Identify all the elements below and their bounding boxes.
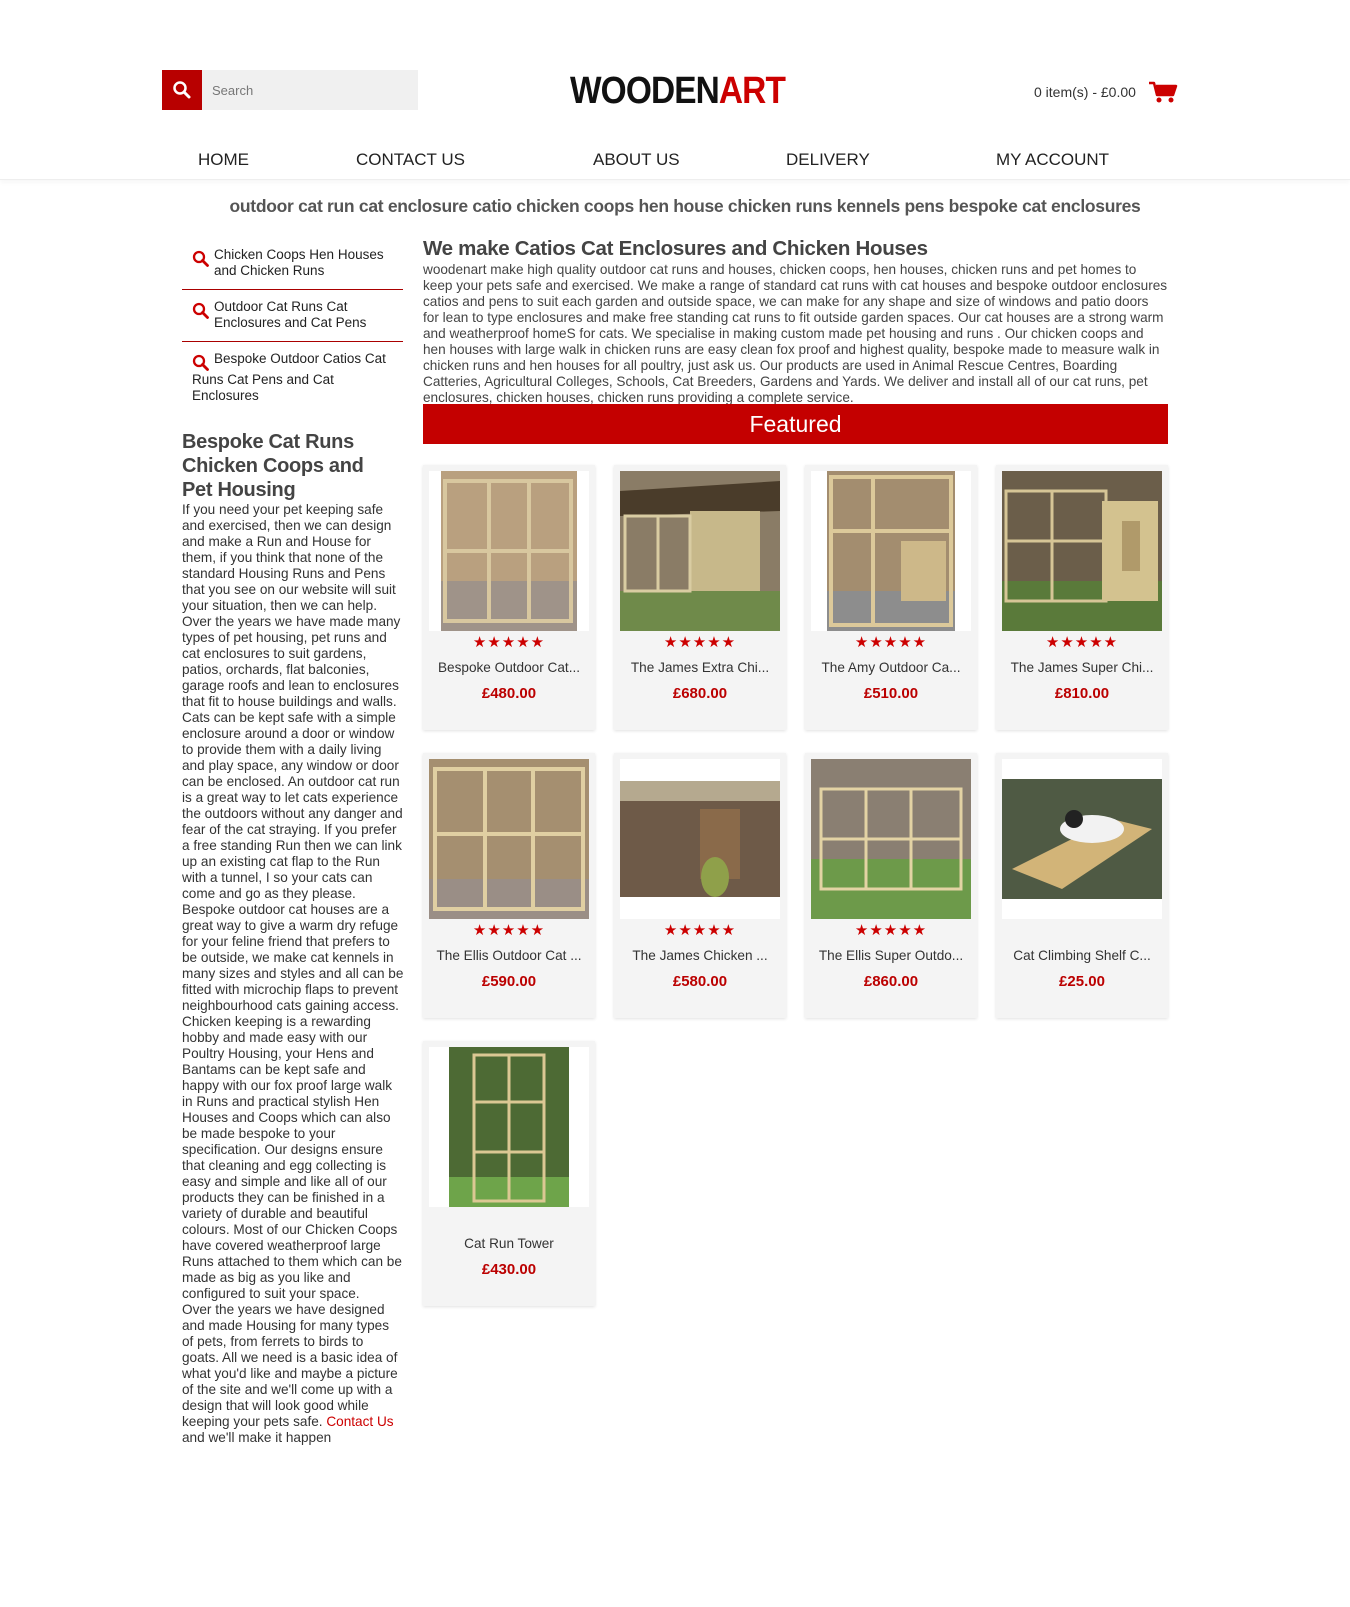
product-image[interactable] (811, 759, 971, 919)
keyword-tagline: outdoor cat run cat enclosure catio chicken coops hen house chicken runs kennels pens bespoke cat enclosures (229, 196, 1141, 216)
product-price: £430.00 (481, 1261, 537, 1278)
cart-summary[interactable] (1034, 80, 1178, 104)
category-list (182, 238, 403, 414)
featured-heading: Featured (423, 404, 1168, 444)
product-price: £810.00 (1054, 685, 1110, 702)
sidebar-paragraph: If you need your pet keeping safe and exercised, then we can design and make a Run and House for them, if you think that none of the standard Housing Runs and Pens that you see on our website will suit your situation, then we can help. Over the years we have made many types of pet housing, pet runs and cat enclosures to suit gardens, patios, orchards, flat balconies, garage roofs and lean to enclosures that fit to house buildings and walls. (182, 502, 401, 709)
product-name[interactable]: The Ellis Outdoor Cat ... (436, 948, 582, 963)
cart-icon (1148, 80, 1178, 104)
category-item-outdoor-cat-runs[interactable] (182, 290, 403, 342)
nav-contact-us[interactable]: CONTACT US (356, 150, 465, 169)
category-label: Bespoke Outdoor Catios Cat Runs Cat Pens and Cat Enclosures (192, 351, 386, 403)
sidebar-paragraph: Chicken keeping is a rewarding hobby and made easy with our Poultry Housing, your Hens and Bantams can be kept safe and happy with our fox proof large walk in Runs and practical stylish Hen Houses and Coops which can also be made bespoke to your specification. Our designs ensure that cleaning and egg collecting is easy and simple and like all of our products they can be finished in a variety of durable and beautiful colours. Most of our Chicken Coops have covered weatherproof large Runs attached to them which can be made as big as you like and configured to suit your space. (182, 1014, 402, 1301)
sidebar-paragraph: Cats can be kept safe with a simple enclosure around a door or window to provide them with a daily living and play space, any window or door can be enclosed. An outdoor cat run is a great way to let cats experience the outdoors without any danger and fear of the cat straying. If you prefer a free standing Run then we can link up an existing cat flap to the Run with a tunnel, I so your cats can come and go as they please. Bespoke outdoor cat houses are a great way to give a warm dry refuge for your feline friend that prefers to be outside, we make cat kennels in many sizes and styles and all can be fitted with microchip flaps to prevent neighbourhood cats gaining access. (182, 710, 404, 1013)
magnifier-icon (192, 354, 210, 372)
product-name[interactable]: The Amy Outdoor Ca... (821, 660, 961, 675)
sidebar-paragraph-text: Over the years we have designed and made Housing for many types of pets, from ferrets to birds to goats. All we need is a basic idea of what you'd like and maybe a picture of the site and we'll come up with a design that will look good while keeping your pets safe. (182, 1302, 398, 1429)
main-heading: We make Catios Cat Enclosures and Chicken Houses (423, 237, 928, 260)
category-label: Chicken Coops Hen Houses and Chicken Runs (214, 247, 384, 278)
product-name[interactable]: The James Chicken ... (632, 948, 768, 963)
product-image[interactable] (620, 471, 780, 631)
product-card[interactable] (805, 465, 977, 730)
product-price: £25.00 (1059, 973, 1105, 990)
product-card[interactable] (805, 753, 977, 1018)
product-name[interactable]: The James Extra Chi... (630, 660, 770, 675)
product-image[interactable] (429, 471, 589, 631)
rating-stars: ★★★★★ (663, 634, 737, 651)
product-image[interactable] (1002, 471, 1162, 631)
category-item-chicken-coops[interactable] (182, 238, 403, 290)
logo-text-art: ART (718, 70, 786, 112)
search-icon (172, 80, 192, 100)
product-card[interactable] (614, 753, 786, 1018)
product-price: £510.00 (863, 685, 919, 702)
rating-stars: ★★★★★ (472, 634, 546, 651)
product-price: £680.00 (672, 685, 728, 702)
main-intro-text: woodenart make high quality outdoor cat runs and houses, chicken coops, hen houses, chicken runs and pet homes to keep your pets safe and exercised. We make a range of standard cat runs with cat houses and bespoke outdoor enclosures catios and pens to suit each garden and outside space, we can make for any shape and size of windows and patio doors for lean to type enclosures and make free standing cat runs to fit outside garden spaces. Our cat houses are a strong warm and weatherproof homeS for cats. We specialise in making custom made pet housing and runs . Our chicken coops and hen houses with large walk in chicken runs are easy clean fox proof and highest quality, bespoke made to measure walk in chicken runs and hen houses for all poultry, just ask us. Our products are used in Animal Rescue Centres, Boarding Catteries, Agricultural Colleges, Schools, Cat Breeders, Gardens and Yards. We deliver and install all of our cat runs, pet enclosures, chicken houses, chicken runs providing a complete service. (423, 262, 1168, 404)
sidebar-heading: Bespoke Cat Runs Chicken Coops and Pet Housing (182, 431, 364, 501)
rating-stars: ★★★★★ (1045, 634, 1119, 651)
product-card[interactable] (423, 1041, 595, 1306)
nav-delivery[interactable]: DELIVERY (786, 150, 870, 169)
product-price: £480.00 (481, 685, 537, 702)
logo-text-wooden: WOODEN (570, 70, 719, 112)
rating-stars: ★★★★★ (854, 922, 928, 939)
sidebar-paragraph (182, 1302, 404, 1446)
site-logo[interactable] (570, 70, 785, 113)
sidebar-paragraph-text: and we'll make it happen (182, 1430, 332, 1445)
cart-label: 0 item(s) - £0.00 (1034, 84, 1136, 100)
nav-about-us[interactable]: ABOUT US (593, 150, 680, 169)
search-button[interactable] (162, 70, 202, 110)
category-label: Outdoor Cat Runs Cat Enclosures and Cat Pens (214, 299, 367, 330)
product-image[interactable] (1002, 759, 1162, 919)
magnifier-icon (192, 250, 210, 268)
rating-stars: ★★★★★ (854, 634, 928, 651)
product-name[interactable]: The Ellis Super Outdo... (818, 948, 964, 963)
main-nav (0, 140, 1350, 180)
nav-home[interactable]: HOME (198, 150, 249, 169)
product-card[interactable] (614, 465, 786, 730)
product-card[interactable] (996, 753, 1168, 1018)
rating-stars: ★★★★★ (472, 922, 546, 939)
rating-stars: ★★★★★ (663, 922, 737, 939)
product-price: £590.00 (481, 973, 537, 990)
product-card[interactable] (423, 753, 595, 1018)
product-image[interactable] (811, 471, 971, 631)
product-card[interactable] (996, 465, 1168, 730)
product-image[interactable] (620, 759, 780, 919)
magnifier-icon (192, 302, 210, 320)
product-image[interactable] (429, 1047, 589, 1207)
product-name[interactable]: The James Super Chi... (1010, 660, 1154, 675)
search-input[interactable] (202, 70, 418, 110)
product-name[interactable]: Cat Run Tower (464, 1236, 554, 1251)
product-price: £580.00 (672, 973, 728, 990)
contact-us-link[interactable]: Contact Us (326, 1414, 394, 1429)
sidebar-description (182, 502, 404, 1446)
category-item-bespoke-catios[interactable] (182, 342, 403, 414)
product-price: £860.00 (863, 973, 919, 990)
product-name[interactable]: Cat Climbing Shelf C... (1013, 948, 1151, 963)
product-name[interactable]: Bespoke Outdoor Cat... (437, 660, 581, 675)
product-card[interactable] (423, 465, 595, 730)
product-image[interactable] (429, 759, 589, 919)
nav-my-account[interactable]: MY ACCOUNT (996, 150, 1110, 169)
